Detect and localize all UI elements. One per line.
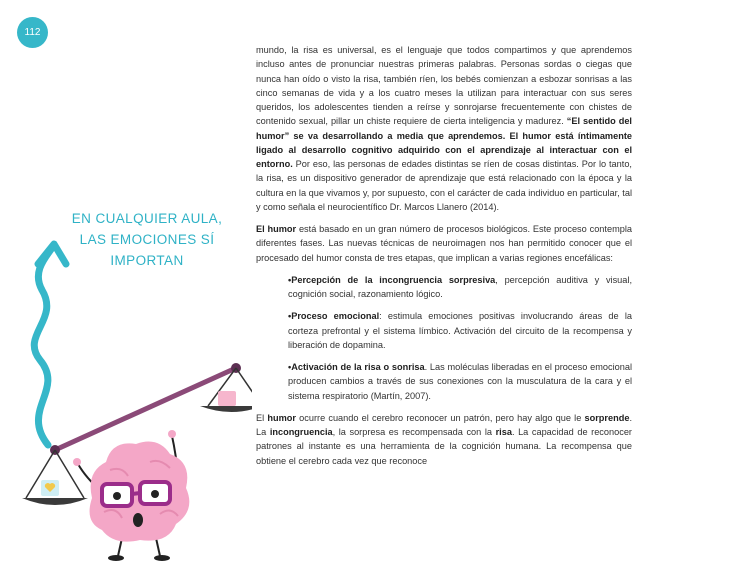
brain-character xyxy=(73,430,189,561)
arrow-head-icon xyxy=(38,244,66,264)
bullet-item xyxy=(288,360,632,403)
section-heading-line: LAS EMOCIONES SÍ xyxy=(79,232,215,247)
page-number-badge: 112 xyxy=(17,17,48,48)
bold-run: incongruencia xyxy=(269,427,333,437)
section-heading-line: IMPORTAN xyxy=(110,253,184,268)
bold-run: risa xyxy=(495,427,512,437)
text-run: ocurre cuando el cerebro reconocer un patrón, pero hay algo que le xyxy=(295,412,585,423)
text-run: El xyxy=(256,412,268,423)
body-text-column xyxy=(256,43,632,476)
text-run: está basado en un gran número de procesos biológicos. Este proceso contempla diferentes fases. Las nuevas técnicas de neuroimagen nos han permitido conocer que el procesado del humor consta de tres etapas, que implican a varias regiones encefálicas: xyxy=(256,224,632,263)
paragraph xyxy=(256,43,632,214)
text-run: . La xyxy=(256,412,632,437)
text-run: . La capacidad de reconocer patrones al instante es una herramienta de la cognición humana. La recompensa que obtiene el cerebro cada vez que reconoce xyxy=(256,427,632,466)
text-run: , percepción auditiva y visual, cognición social, razonamiento lógico. xyxy=(288,274,632,299)
paragraph xyxy=(256,411,632,468)
bullet-item xyxy=(288,309,632,352)
text-run: . Las moléculas liberadas en el proceso emocional producen cambios a través de sus conexiones con la musculatura de la cara y el sistema respiratorio (Martín, 2007). xyxy=(288,362,632,401)
text-run: : estimula emociones positivas involucrando áreas de la corteza prefrontal y el sistema límbico. Activación del circuito de la recompensa y liberación de dopamina. xyxy=(288,311,632,350)
bold-run: sorprende xyxy=(584,412,630,423)
bold-run: •Percepción de la incongruencia sorpresiva xyxy=(288,274,496,285)
paragraph xyxy=(256,222,632,265)
balance-beam xyxy=(55,368,236,450)
squiggle-arrow-icon xyxy=(34,248,52,445)
bold-run: “El sentido del humor” se va desarrollando a media que aprendemos. El humor está íntimamente ligado al desarrollo cognitivo adquirido con el aprendizaje al interactuar con el entorno. xyxy=(256,116,632,169)
bullet-item xyxy=(288,273,632,302)
brain-balance-illustration xyxy=(0,240,252,563)
bold-run: humor xyxy=(267,412,296,423)
bold-run: El humor xyxy=(256,224,297,234)
text-run: , la sorpresa es recompensada con la xyxy=(332,427,496,437)
text-run: Por eso, las personas de edades distintas se ríen de cosas distintas. Por lo tanto, la risa, es un dispositivo generador de aprendizaje que está relacionado con la época y la cultura en la que vivamos y, por supuesto, con el carácter de cada individuo en particular, tal y como señala el neurocientífico Dr. Marcos Llanero (2014). xyxy=(256,159,632,212)
section-heading-line: EN CUALQUIER AULA, xyxy=(71,211,223,226)
bold-run: •Proceso emocional xyxy=(288,311,380,322)
text-run: mundo, la risa es universal, es el lenguaje que todos compartimos y que aprendemos incluso antes de pronunciar nuestras primeras palabras. Personas sordas o ciegas que nunca han oído o visto la risa, también ríen, los bebés comienzan a esbozar sonrisas a las cinco semanas de vida y a los cuatro meses la utilizan para interactuar con sus seres queridos, los adolescentes tienden a reírse y sonrojarse frecuentemente con chistes de contenido sexual, pillar un chiste requiere de cierta inteligencia y madurez. xyxy=(256,45,632,127)
bold-run: •Activación de la risa o sonrisa xyxy=(288,362,425,372)
